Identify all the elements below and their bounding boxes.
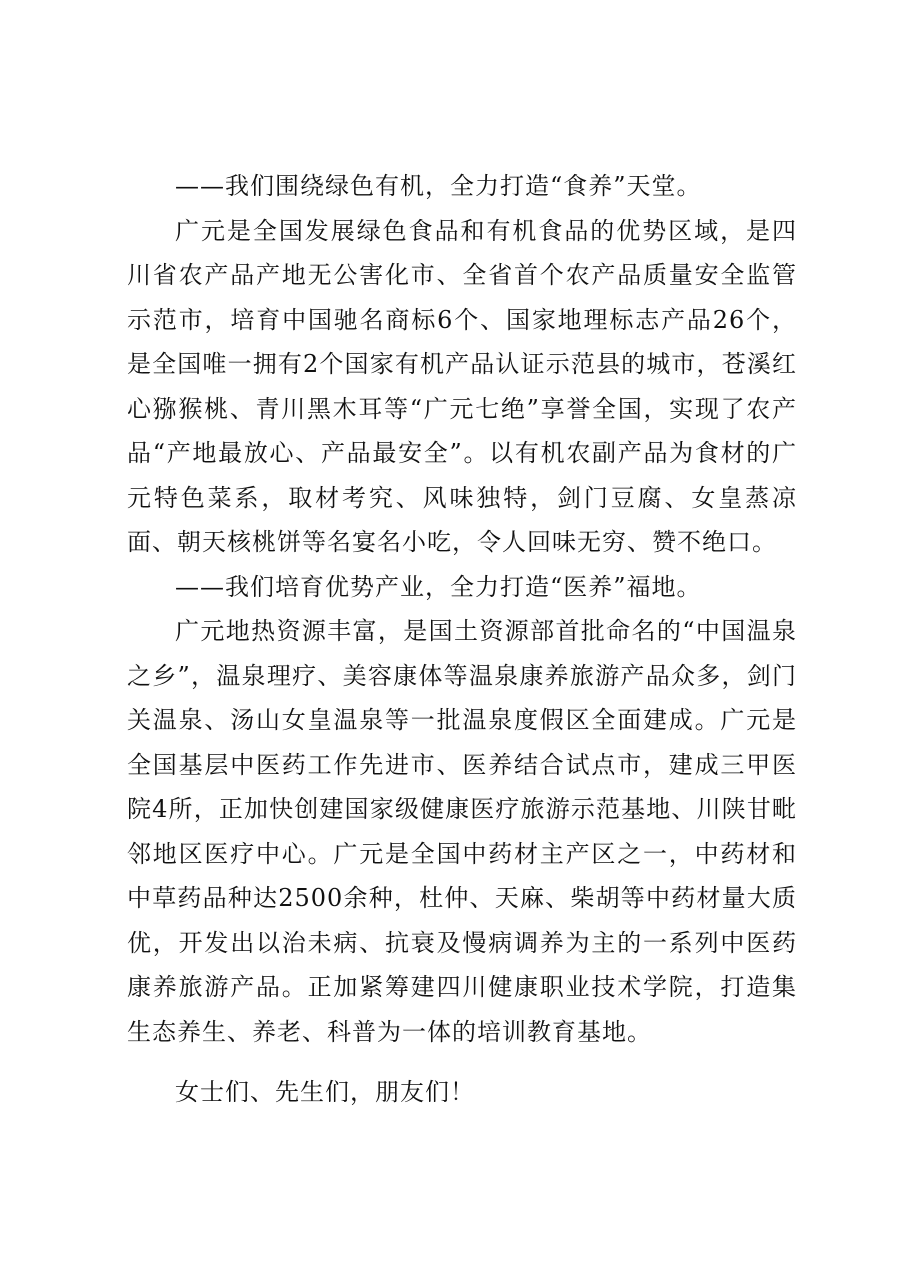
paragraph-medical: 广元地热资源丰富，是国土资源部首批命名的“中国温泉之乡”，温泉理疗、美容康体等温泉康养旅游产品众多，剑门关温泉、汤山女皇温泉等一批温泉度假区全面建成。广元是全国基层中医药工作先进市、医养结合试点市，建成三甲医院4所，正加快创建国家级健康医疗旅游示范基地、川陕甘毗邻地区医疗中心。广元是全国中药材主产区之一，中药材和中草药品种达2500余种，杜仲、天麻、柴胡等中药材量大质优，开发出以治未病、抗衰及慢病调养为主的一系列中医药康养旅游产品。正加紧筹建四川健康职业技术学院，打造集生态养生、养老、科普为一体的培训教育基地。: [127, 617, 797, 1046]
paragraph-food: 广元是全国发展绿色食品和有机食品的优势区域，是四川省农产品产地无公害化市、全省首个农产品质量安全监管示范市，培育中国驰名商标6个、国家地理标志产品26个，是全国唯一拥有2个国家有机产品认证示范县的城市，苍溪红心猕猴桃、青川黑木耳等“广元七绝”享誉全国，实现了农产品“产地最放心、产品最安全”。以有机农副产品为食材的广元特色菜系，取材考究、风味独特，剑门豆腐、女皇蒸凉面、朝天核桃饼等名宴名小吃，令人回味无穷、赞不绝口。: [127, 216, 797, 556]
document-body: [127, 164, 797, 1115]
section-heading-medical: ——我们培育优势产业，全力打造“医养”福地。: [175, 572, 702, 601]
closing-greeting: 女士们、先生们，朋友们！: [175, 1078, 475, 1106]
section-heading-food: ——我们围绕绿色有机，全力打造“食养”天堂。: [175, 172, 702, 200]
